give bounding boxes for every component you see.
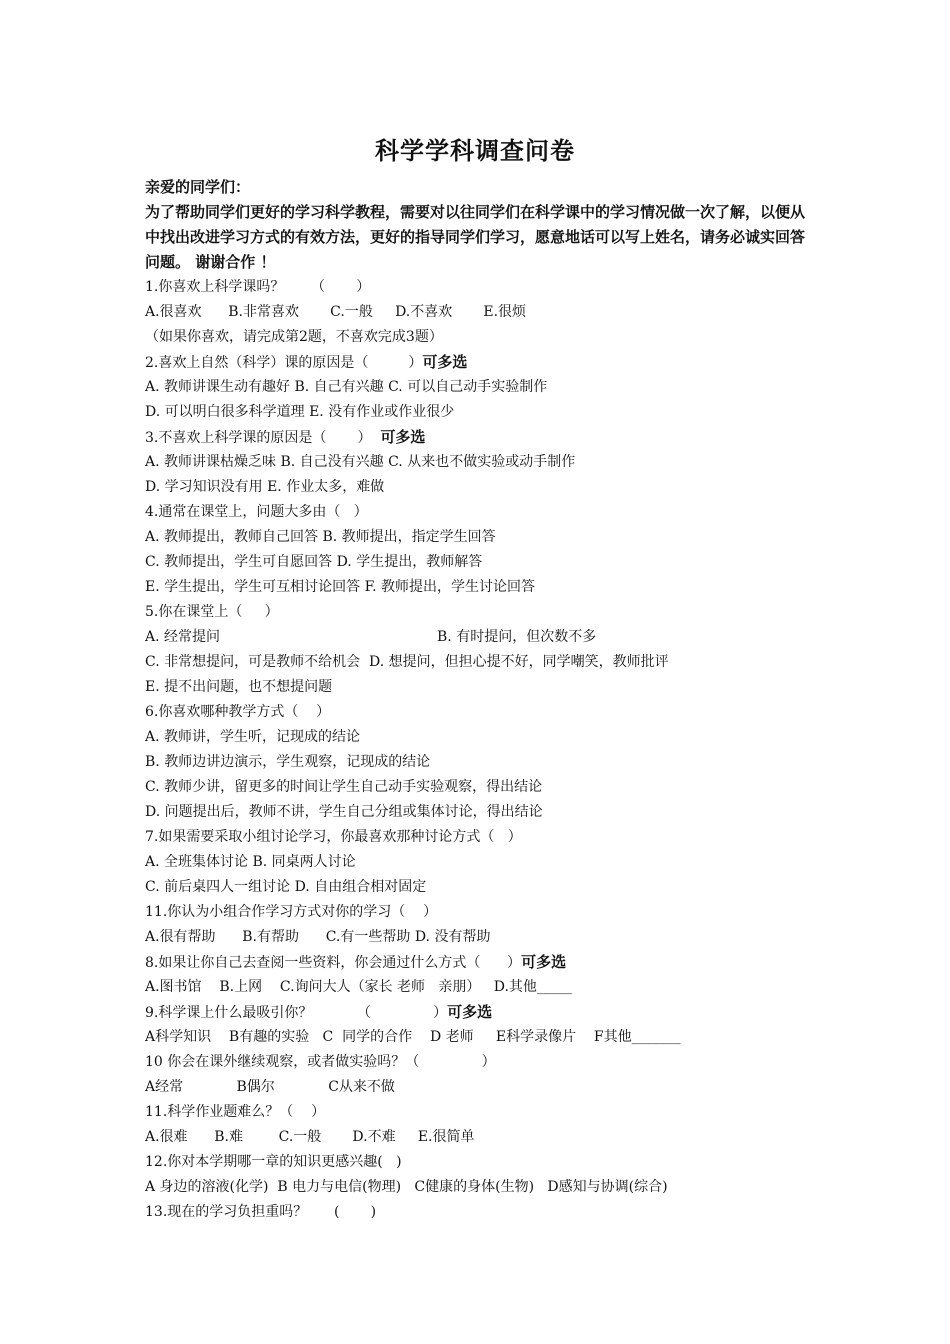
question-1-note: （如果你喜欢，请完成第2题，不喜欢完成3题） [145,329,443,345]
question-7: 7.如果需要采取小组讨论学习，你最喜欢那种讨论方式（ ） [145,829,522,845]
question-12-options: A 身边的溶液(化学) B 电力与电信(物理) C健康的身体(生物) D感知与协调(综合) [145,1179,668,1195]
question-12: 12.你对本学期哪一章的知识更感兴趣( ) [145,1154,402,1170]
question-2-text: 2.喜欢上自然（科学）课的原因是（ ） [145,355,423,371]
question-6-option-c: C. 教师少讲，留更多的时间让学生自己动手实验观察，得出结论 [145,779,543,795]
question-5-options-a [145,625,810,650]
question-8 [145,950,810,975]
question-3 [145,425,810,450]
question-5: 5.你在课堂上（ ） [145,604,279,620]
question-6-option-d: D. 问题提出后，教师不讲，学生自己分组或集体讨论，得出结论 [145,804,543,820]
question-11a-options: A.很有帮助 B.有帮助 C.有一些帮助 D. 没有帮助 [145,929,491,945]
question-6-option-a: A. 教师讲，学生听，记现成的结论 [145,729,361,745]
questionnaire-body [145,175,810,1225]
multi-select-tag: 可多选 [447,1003,493,1021]
question-9 [145,1000,810,1025]
question-2 [145,350,810,375]
question-11b: 11.科学作业题难么？（ ） [145,1104,326,1120]
question-4: 4.通常在课堂上，问题大多由（ ） [145,504,368,520]
question-2-options-b: D. 可以明白很多科学道理 E. 没有作业或作业很少 [145,404,455,420]
question-9-options: A科学知识 B有趣的实验 C 同学的合作 D 老师 E科学录像片 F其他_______ [145,1029,681,1045]
question-4-options-a: A. 教师提出，教师自己回答 B. 教师提出，指定学生回答 [145,529,496,545]
question-5-option-b: B. 有时提问，但次数不多 [437,629,597,645]
multi-select-tag: 可多选 [521,953,567,971]
question-6-option-b: B. 教师边讲边演示，学生观察，记现成的结论 [145,754,431,770]
document-title: 科学学科调查问卷 [375,137,575,165]
question-5-option-a: A. 经常提问 [145,629,221,645]
question-5-options-c: E. 提不出问题，也不想提问题 [145,679,333,695]
multi-select-tag: 可多选 [380,428,426,446]
question-6: 6.你喜欢哪种教学方式（ ） [145,704,331,720]
multi-select-tag: 可多选 [422,353,468,371]
question-10-options: A经常 B偶尔 C从来不做 [145,1079,395,1095]
question-1: 1.你喜欢上科学课吗？ （ ） [145,279,371,295]
question-4-options-b: C. 教师提出，学生可自愿回答 D. 学生提出，教师解答 [145,554,483,570]
question-4-options-c: E. 学生提出，学生可互相讨论回答 F. 教师提出，学生讨论回答 [145,579,536,595]
question-3-options-a: A. 教师讲课枯燥乏味 B. 自己没有兴趣 C. 从来也不做实验或动手制作 [145,454,576,470]
question-7-options-b: C. 前后桌四人一组讨论 D. 自由组合相对固定 [145,879,427,895]
question-11b-options: A.很难 B.难 C.一般 D.不难 E.很简单 [145,1129,475,1145]
intro-paragraph: 为了帮助同学们更好的学习科学教程，需要对以往同学们在科学课中的学习情况做一次了解，以便从中找出改进学习方式的有效方法，更好的指导同学们学习，愿意地话可以写上姓名，请务必诚实回答问题。 谢谢合作 ！ [145,203,806,271]
greeting: 亲爱的同学们： [145,178,251,196]
question-13: 13.现在的学习负担重吗？ ( ) [145,1204,377,1220]
question-3-options-b: D. 学习知识没有用 E. 作业太多，难做 [145,479,385,495]
question-10: 10 你会在课外继续观察，或者做实验吗？（ ） [145,1054,496,1070]
question-7-options-a: A. 全班集体讨论 B. 同桌两人讨论 [145,854,356,870]
question-9-text: 9.科学课上什么最吸引你？ （ ） [145,1005,448,1021]
question-3-text: 3.不喜欢上科学课的原因是（ ） [145,430,381,446]
question-2-options-a: A. 教师讲课生动有趣好 B. 自己有兴趣 C. 可以自己动手实验制作 [145,379,548,395]
question-11a: 11.你认为小组合作学习方式对你的学习（ ） [145,904,438,920]
question-8-text: 8.如果让你自己去查阅一些资料，你会通过什么方式（ ） [145,955,522,971]
question-8-options: A.图书馆 B.上网 C.询问大人（家长 老师 亲朋） D.其他_____ [145,979,572,995]
question-5-options-b: C. 非常想提问，可是教师不给机会 D. 想提问，但担心提不好，同学嘲笑，教师批评 [145,654,669,670]
question-1-options: A.很喜欢 B.非常喜欢 C.一般 D.不喜欢 E.很烦 [145,304,527,320]
